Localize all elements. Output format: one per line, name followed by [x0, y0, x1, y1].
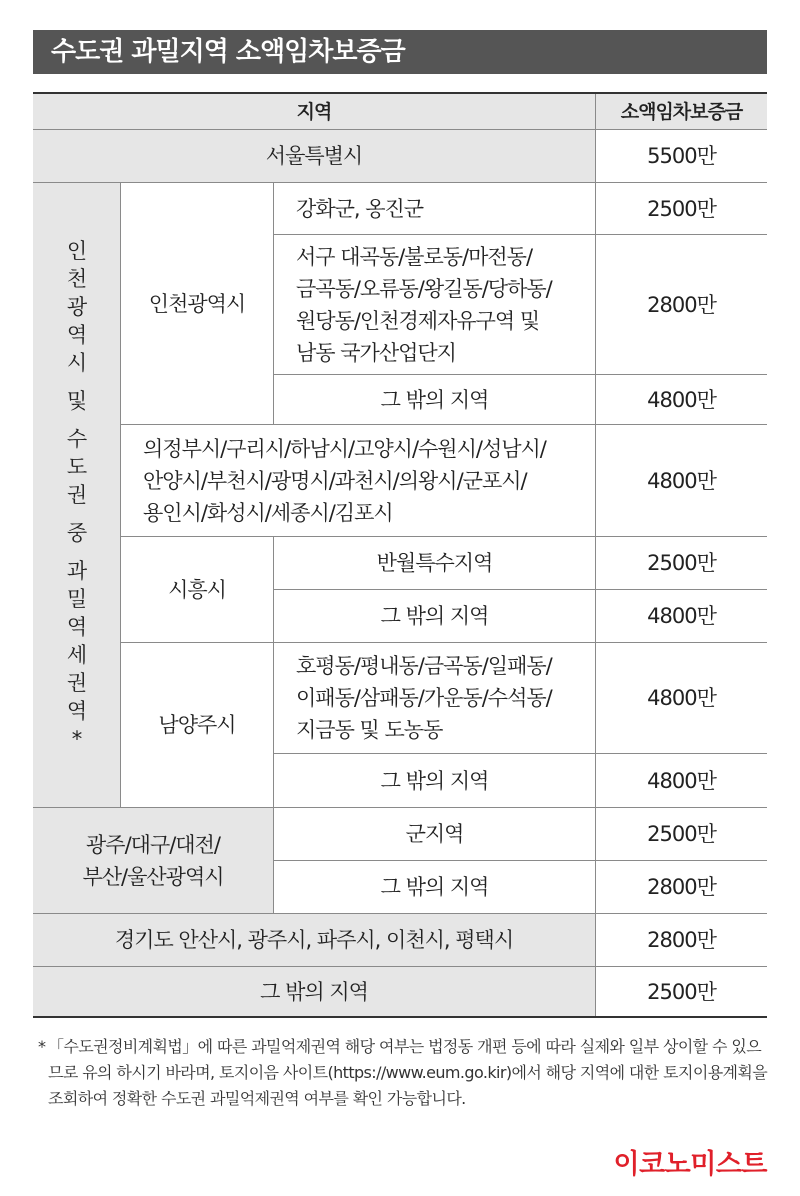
footnote-marker: * — [38, 1037, 46, 1056]
vertical-label-char: 과 — [66, 559, 87, 583]
row-divider — [121, 536, 767, 537]
vertical-label-char: 인 — [66, 239, 87, 263]
row-divider — [121, 424, 767, 425]
area-line: 이패동/삼패동/가운동/수석동/ — [296, 686, 552, 710]
vertical-label-char: 광 — [66, 295, 87, 319]
area-line: 지금동 및 도농동 — [296, 718, 443, 742]
brand-logo: 이코노미스트 — [613, 1149, 767, 1180]
area-gun: 군지역 — [405, 822, 464, 846]
vertical-label-char: 및 — [66, 389, 87, 413]
header-region: 지역 — [33, 94, 595, 129]
area-banwol: 반월특수지역 — [376, 551, 493, 575]
header-amount: 소액임차보증금 — [596, 94, 767, 129]
area-incheon-other: 그 밖의 지역 — [380, 387, 489, 412]
row-divider — [274, 234, 767, 235]
area-ganghwa-ongjin: 강화군, 옹진군 — [296, 196, 424, 221]
vertical-label-char: * — [71, 727, 82, 751]
area-line: 호평동/평내동/금곡동/일패동/ — [296, 654, 552, 678]
col-divider — [595, 94, 596, 1016]
vertical-label-char: 권 — [66, 483, 87, 507]
vertical-label-char: 세 — [66, 643, 87, 667]
amount-gyeonggi: 2800만 — [647, 928, 716, 952]
area-line: 의정부시/구리시/하남시/고양시/수원시/성남시/ — [143, 436, 546, 461]
col-divider — [120, 183, 121, 807]
region-siheung: 시흥시 — [168, 577, 226, 602]
area-seo-gu — [274, 235, 595, 374]
region-line: 광주/대구/대전/ — [86, 832, 220, 857]
amount-seoul: 5500만 — [647, 144, 716, 168]
page-title: 수도권 과밀지역 소액임차보증금 — [33, 30, 767, 74]
col-divider — [273, 537, 274, 913]
region-line: 부산/울산광역시 — [82, 864, 224, 889]
amount-gyeonggi-cities: 4800만 — [647, 468, 716, 493]
vertical-label-char: 도 — [66, 455, 87, 479]
area-hopyeong — [274, 643, 595, 753]
area-line: 원당동/인천경제자유구역 및 — [296, 308, 540, 333]
region-incheon-metro-overcrowding — [33, 183, 120, 807]
row-divider — [274, 374, 767, 375]
region-others: 그 밖의 지역 — [33, 967, 595, 1017]
amount-namyangju-other: 4800만 — [647, 768, 716, 793]
amount-siheung-other: 4800만 — [647, 604, 716, 628]
vertical-label-char: 권 — [66, 671, 87, 695]
table-bottom-border — [33, 1016, 767, 1018]
row-divider — [121, 642, 767, 643]
row-divider — [33, 182, 767, 183]
vertical-label-char: 밀 — [66, 587, 87, 611]
area-line: 금곡동/오류동/왕길동/당하동/ — [296, 276, 552, 301]
col-divider — [273, 183, 274, 424]
row-divider — [274, 753, 767, 754]
amount-hopyeong: 4800만 — [647, 686, 716, 710]
area-siheung-other: 그 밖의 지역 — [380, 604, 489, 628]
area-metro-other: 그 밖의 지역 — [380, 875, 489, 899]
footnote — [38, 1034, 773, 1112]
row-divider — [33, 807, 767, 808]
amount-metro-other: 2800만 — [647, 875, 716, 899]
area-line: 남동 국가산업단지 — [296, 340, 456, 365]
row-divider — [33, 129, 767, 130]
amount-others: 2500만 — [647, 980, 716, 1004]
amount-seo-gu: 2800만 — [647, 292, 716, 317]
amount-banwol: 2500만 — [647, 551, 716, 575]
row-divider — [33, 913, 767, 914]
amount-incheon-other: 4800만 — [647, 387, 716, 412]
row-divider — [33, 966, 767, 967]
vertical-label-char: 역 — [66, 699, 87, 723]
region-seoul: 서울특별시 — [33, 130, 595, 182]
region-metro-cities — [33, 808, 273, 913]
area-gyeonggi-cities — [121, 425, 595, 536]
row-divider — [274, 860, 767, 861]
area-line: 안양시/부천시/광명시/과천시/의왕시/군포시/ — [143, 468, 527, 493]
vertical-label-char: 역 — [66, 323, 87, 347]
footnote-text: 「수도권정비계획법」에 따른 과밀억제권역 해당 여부는 법정동 개편 등에 따라 실제와 일부 상이할 수 있으므로 유의 하시기 바라며, 토지이음 사이트(https://www.eum.go.kir)에서 해당 지역에 대한 토지이용계획을 조회하여 정확한 수도권 과밀억제권역 여부를 확인 가능합니다. — [48, 1037, 768, 1108]
amount-ganghwa-ongjin: 2500만 — [647, 196, 716, 221]
area-line: 서구 대곡동/불로동/마전동/ — [296, 244, 533, 269]
area-line: 용인시/화성시/세종시/김포시 — [143, 500, 393, 525]
vertical-label-char: 중 — [66, 521, 87, 545]
vertical-label-char: 수 — [66, 427, 87, 451]
amount-gun: 2500만 — [647, 822, 716, 846]
vertical-label-char: 시 — [66, 351, 87, 375]
vertical-label-char: 천 — [66, 267, 87, 291]
region-incheon: 인천광역시 — [148, 291, 246, 316]
row-divider — [274, 589, 767, 590]
area-namyangju-other: 그 밖의 지역 — [380, 768, 489, 793]
region-namyangju: 남양주시 — [158, 713, 236, 737]
vertical-label-char: 역 — [66, 615, 87, 639]
region-gyeonggi: 경기도 안산시, 광주시, 파주시, 이천시, 평택시 — [33, 914, 595, 966]
